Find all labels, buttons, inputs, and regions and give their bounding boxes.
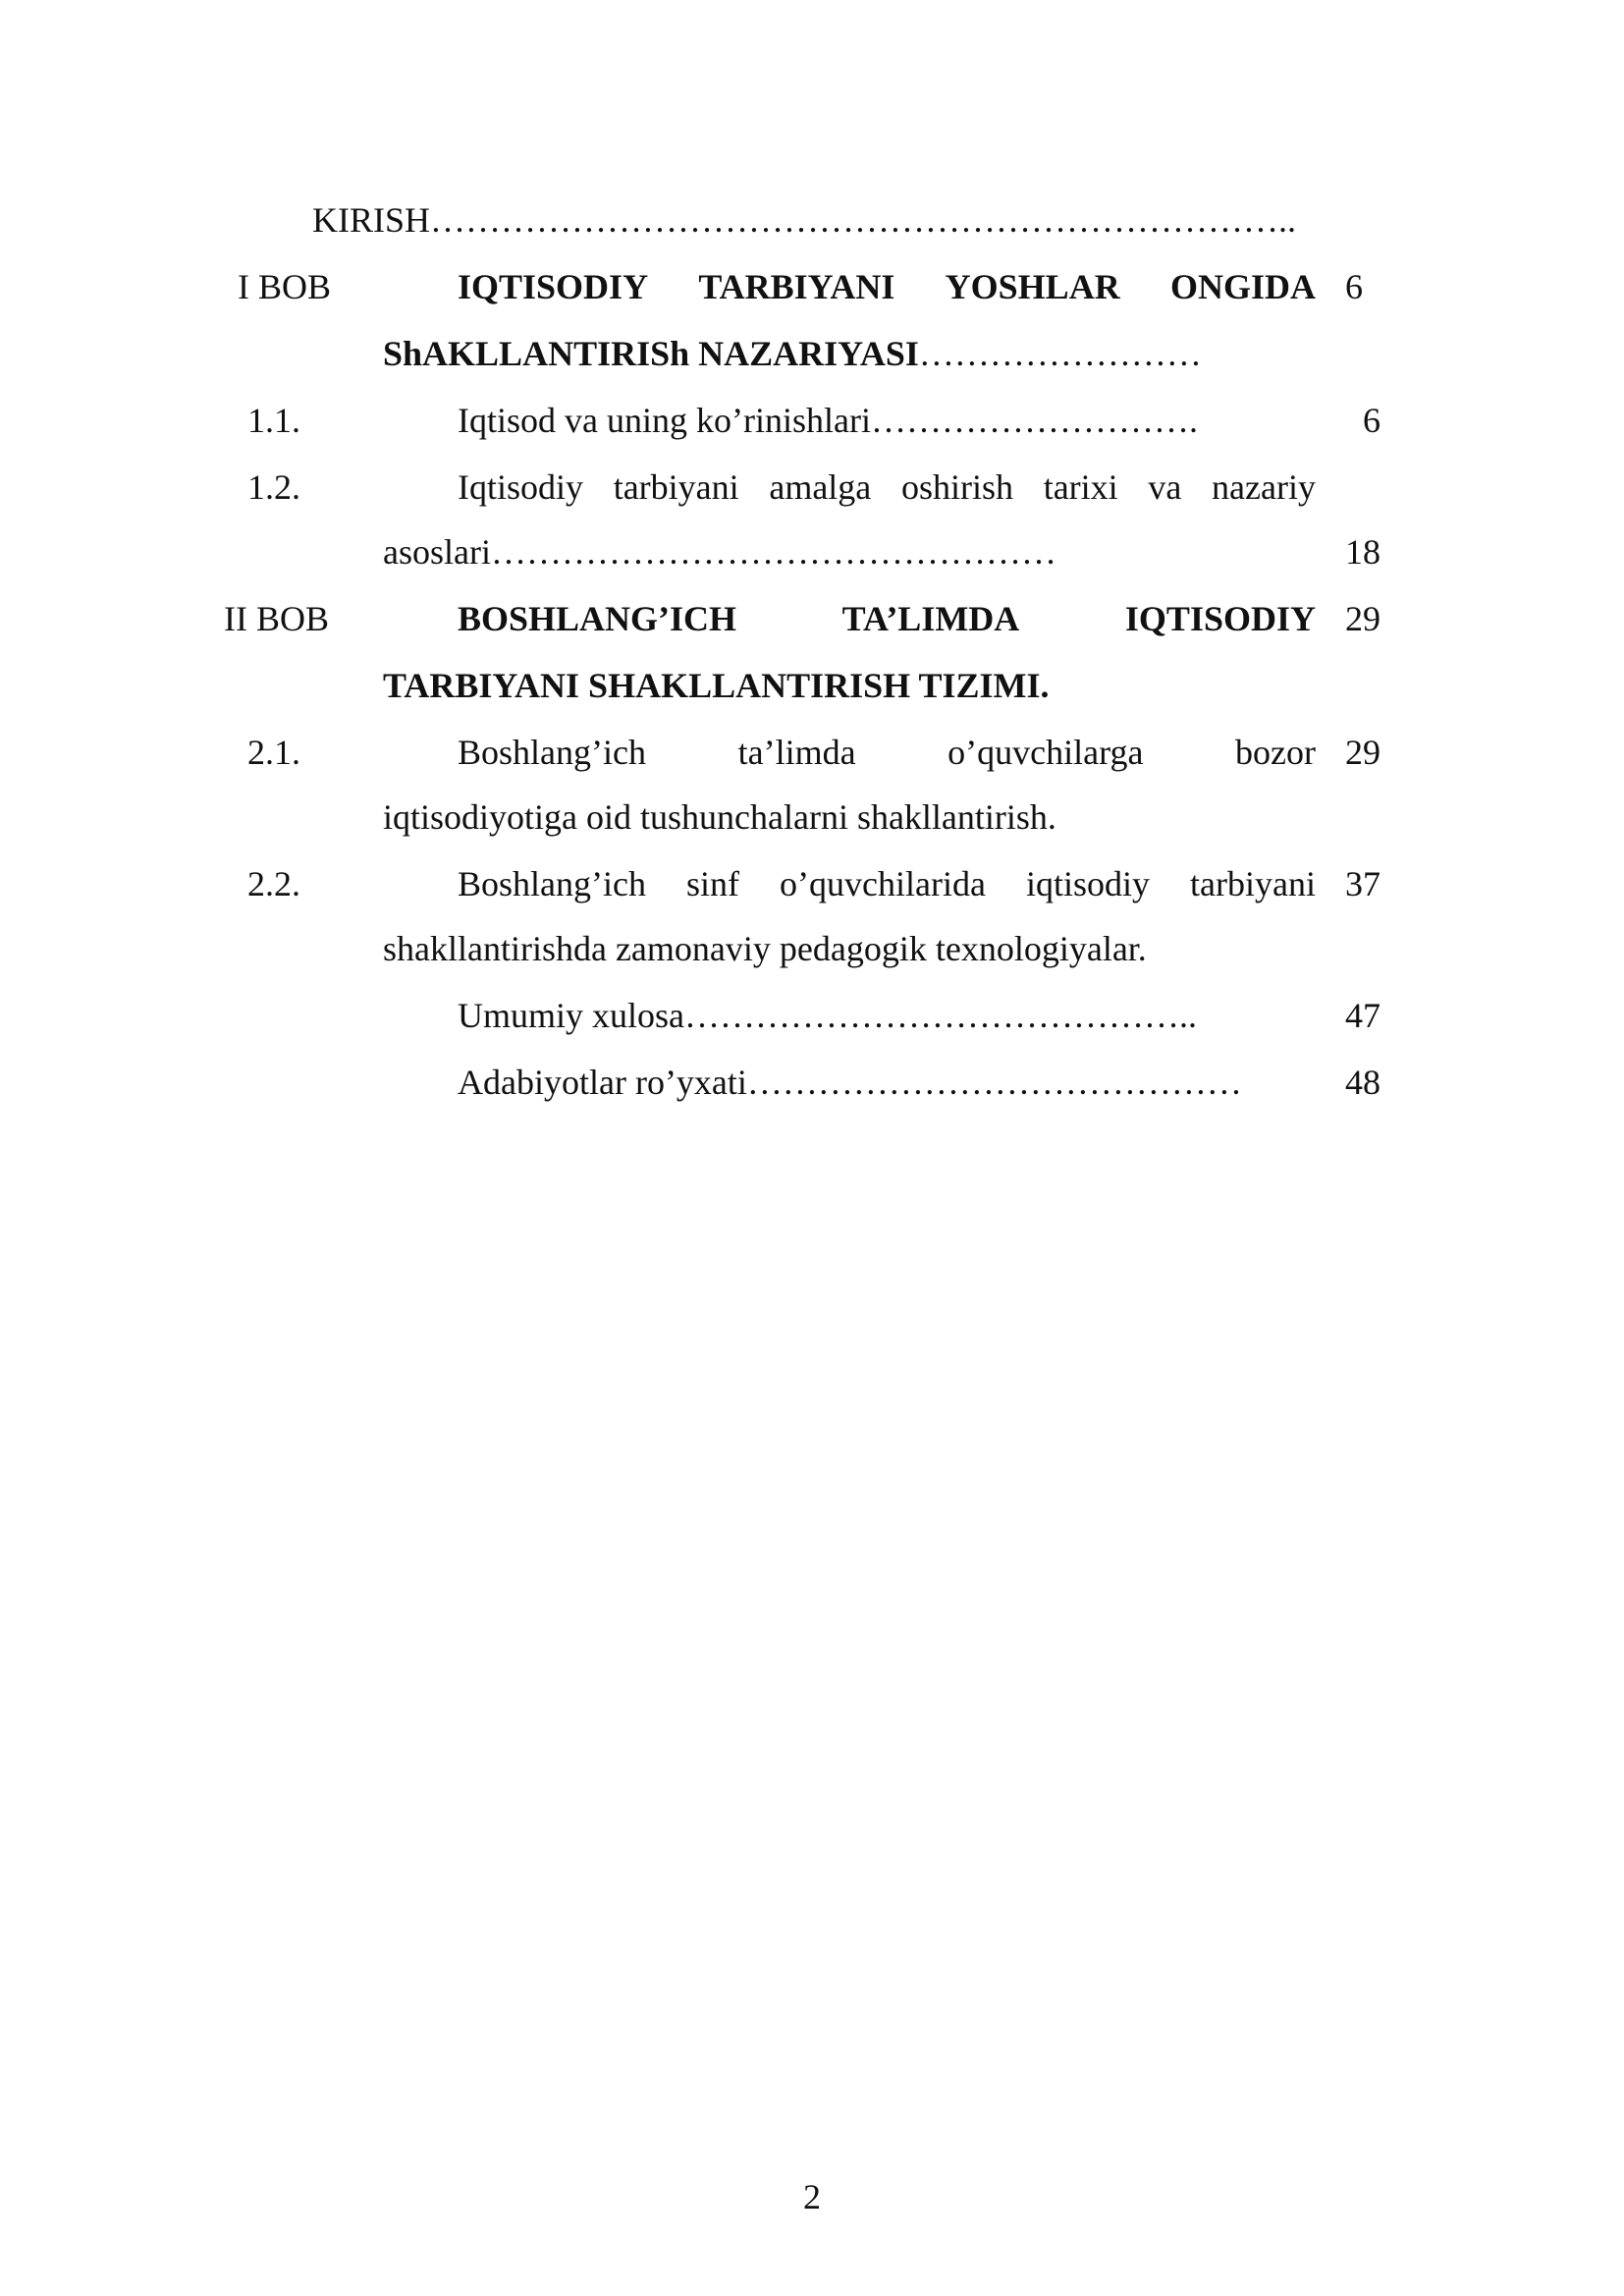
toc-word: bozor	[1235, 733, 1316, 772]
toc-chapter1-title-line1	[458, 265, 1316, 308]
toc-word: BOSHLANG’ICH	[458, 599, 737, 638]
toc-chapter1-title-line2	[383, 332, 1202, 375]
toc-chapter1-title-line2-text: ShAKLLANTIRISh NAZARIYASI	[383, 334, 919, 373]
toc-s21-page: 29	[1345, 733, 1380, 772]
toc-xulosa: Umumiy xulosa……………………………………..	[458, 996, 1197, 1035]
toc-s22-line1	[458, 862, 1316, 905]
toc-word: ta’limda	[737, 733, 856, 772]
toc-s12-num: 1.2.	[247, 467, 300, 507]
toc-s11-page: 6	[1363, 401, 1380, 440]
toc-word: va	[1148, 467, 1182, 507]
toc-word: tarbiyani	[613, 467, 739, 507]
toc-s21-line1	[458, 731, 1316, 774]
toc-chapter1-page: 6	[1345, 267, 1363, 306]
toc-chapter2-page: 29	[1345, 599, 1380, 638]
toc-s12-page: 18	[1345, 532, 1380, 572]
toc-s21-num: 2.1.	[247, 733, 300, 772]
toc-s22-page: 37	[1345, 864, 1380, 903]
toc-s22-num: 2.2.	[247, 864, 300, 903]
toc-s12-line2: asoslari…………………………………………	[383, 532, 1056, 572]
toc-word: IQTISODIY	[458, 267, 649, 306]
toc-word: Boshlang’ich	[458, 864, 646, 903]
toc-dot-leader: ……………………	[918, 334, 1202, 373]
toc-s11-text: Iqtisod va uning ko’rinishlari……………………….	[458, 401, 1198, 440]
toc-s21-line2: iqtisodiyotiga oid tushunchalarni shakllantirish.	[383, 797, 1056, 837]
toc-word: nazariy	[1212, 467, 1316, 507]
toc-word: TARBIYANI	[698, 267, 895, 306]
toc-word: Iqtisodiy	[458, 467, 584, 507]
toc-word: sinf	[686, 864, 739, 903]
toc-adabiyotlar: Adabiyotlar ro’yxati……………………………………	[458, 1063, 1242, 1102]
toc-s22-line2: shakllantirishda zamonaviy pedagogik texnologiyalar.	[383, 929, 1147, 968]
toc-kirish: KIRISH………………………………………………………………..	[312, 200, 1297, 240]
toc-word: oshirish	[900, 467, 1013, 507]
toc-chapter2-label: II BOB	[224, 599, 329, 638]
toc-word: TA’LIMDA	[841, 599, 1020, 638]
toc-word: o’quvchilarga	[947, 733, 1144, 772]
toc-s12-line1	[458, 465, 1316, 509]
toc-word: Boshlang’ich	[458, 733, 646, 772]
toc-word: iqtisodiy	[1025, 864, 1150, 903]
toc-word: tarbiyani	[1190, 864, 1316, 903]
toc-s11-num: 1.1.	[247, 401, 300, 440]
toc-xulosa-page: 47	[1345, 996, 1380, 1035]
page-number: 2	[803, 2177, 821, 2216]
toc-adabiyotlar-page: 48	[1345, 1063, 1380, 1102]
toc-chapter2-title-line2: TARBIYANI SHAKLLANTIRISH TIZIMI.	[383, 666, 1050, 705]
toc-word: tarixi	[1043, 467, 1118, 507]
toc-word: ONGIDA	[1169, 267, 1316, 306]
toc-word: amalga	[769, 467, 872, 507]
toc-word: YOSHLAR	[945, 267, 1120, 306]
toc-chapter2-title-line1	[458, 597, 1316, 640]
toc-word: IQTISODIY	[1124, 599, 1316, 638]
toc-chapter1-label: I BOB	[238, 267, 332, 306]
toc-word: o’quvchilarida	[780, 864, 986, 903]
